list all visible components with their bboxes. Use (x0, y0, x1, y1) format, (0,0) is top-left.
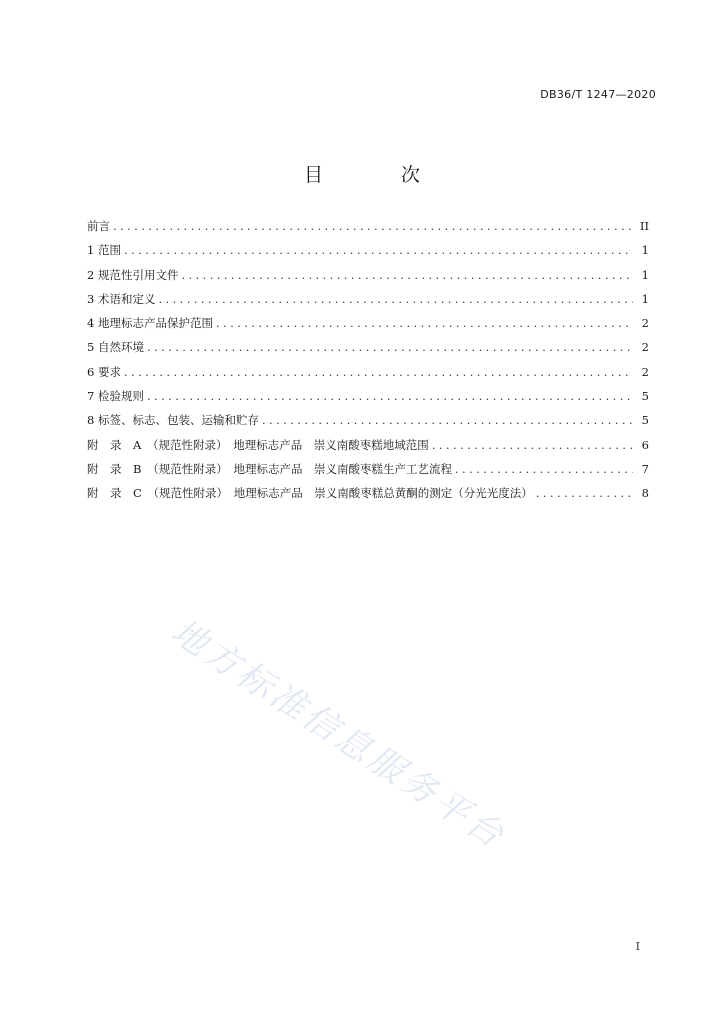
toc-entry-page: 5 (641, 389, 649, 404)
toc-entry-page: 2 (641, 340, 649, 355)
toc-entry-normative-references[interactable] (87, 267, 649, 291)
toc-entry-label: 附 录 C （规范性附录） 地理标志产品 崇义南酸枣糕总黄酮的测定（分光光度法） (87, 486, 533, 501)
toc-leader-dots (536, 486, 633, 500)
toc-entry-page: 6 (641, 437, 649, 452)
toc-list (87, 218, 649, 510)
toc-leader-dots (124, 243, 633, 257)
toc-entry-protection-scope[interactable] (87, 315, 649, 339)
toc-entry-label: 8 标签、标志、包装、运输和贮存 (87, 413, 259, 428)
toc-entry-page: 1 (641, 267, 649, 282)
page-number: I (635, 940, 640, 953)
toc-entry-page: 2 (641, 316, 649, 331)
toc-title: 目 次 (303, 164, 457, 186)
toc-entry-page: 1 (641, 291, 649, 306)
toc-entry-page: II (639, 219, 649, 233)
toc-entry-terms-definitions[interactable] (87, 291, 649, 315)
toc-entry-label: 2 规范性引用文件 (87, 267, 179, 282)
toc-entry-annex-c[interactable] (87, 485, 649, 509)
toc-entry-page: 2 (641, 364, 649, 379)
toc-entry-label: 3 术语和定义 (87, 291, 156, 306)
toc-entry-page: 8 (641, 486, 649, 501)
toc-entry-natural-environment[interactable] (87, 339, 649, 363)
toc-leader-dots (147, 389, 633, 403)
toc-entry-label: 5 自然环境 (87, 340, 144, 355)
toc-leader-dots (262, 413, 633, 427)
toc-leader-dots (181, 268, 633, 282)
toc-leader-dots (124, 365, 633, 379)
toc-leader-dots (216, 316, 633, 330)
toc-entry-label: 附 录 B （规范性附录） 地理标志产品 崇义南酸枣糕生产工艺流程 (87, 461, 452, 476)
toc-entry-inspection-rules[interactable] (87, 388, 649, 412)
toc-entry-label: 1 范围 (87, 243, 121, 258)
toc-leader-dots (455, 462, 633, 476)
toc-entry-label: 7 检验规则 (87, 389, 144, 404)
toc-entry-page: 5 (641, 413, 649, 428)
toc-leader-dots (113, 219, 633, 233)
toc-entry-page: 7 (641, 461, 649, 476)
toc-leader-dots (147, 340, 633, 354)
toc-entry-page: 1 (641, 243, 649, 258)
doc-code: DB36/T 1247—2020 (540, 88, 656, 101)
toc-entry-label: 4 地理标志产品保护范围 (87, 316, 213, 331)
watermark: 地方标准信息服务平台 (163, 611, 513, 858)
toc-entry-foreword[interactable] (87, 218, 649, 242)
toc-entry-label: 附 录 A （规范性附录） 地理标志产品 崇义南酸枣糕地域范围 (87, 437, 429, 452)
toc-entry-requirements[interactable] (87, 364, 649, 388)
toc-entry-label: 前言 (87, 219, 110, 233)
toc-entry-label: 6 要求 (87, 364, 121, 379)
toc-leader-dots (158, 292, 633, 306)
toc-entry-labeling-packaging[interactable] (87, 412, 649, 436)
toc-entry-scope[interactable] (87, 242, 649, 266)
toc-entry-annex-a[interactable] (87, 437, 649, 461)
toc-entry-annex-b[interactable] (87, 461, 649, 485)
toc-leader-dots (432, 438, 633, 452)
